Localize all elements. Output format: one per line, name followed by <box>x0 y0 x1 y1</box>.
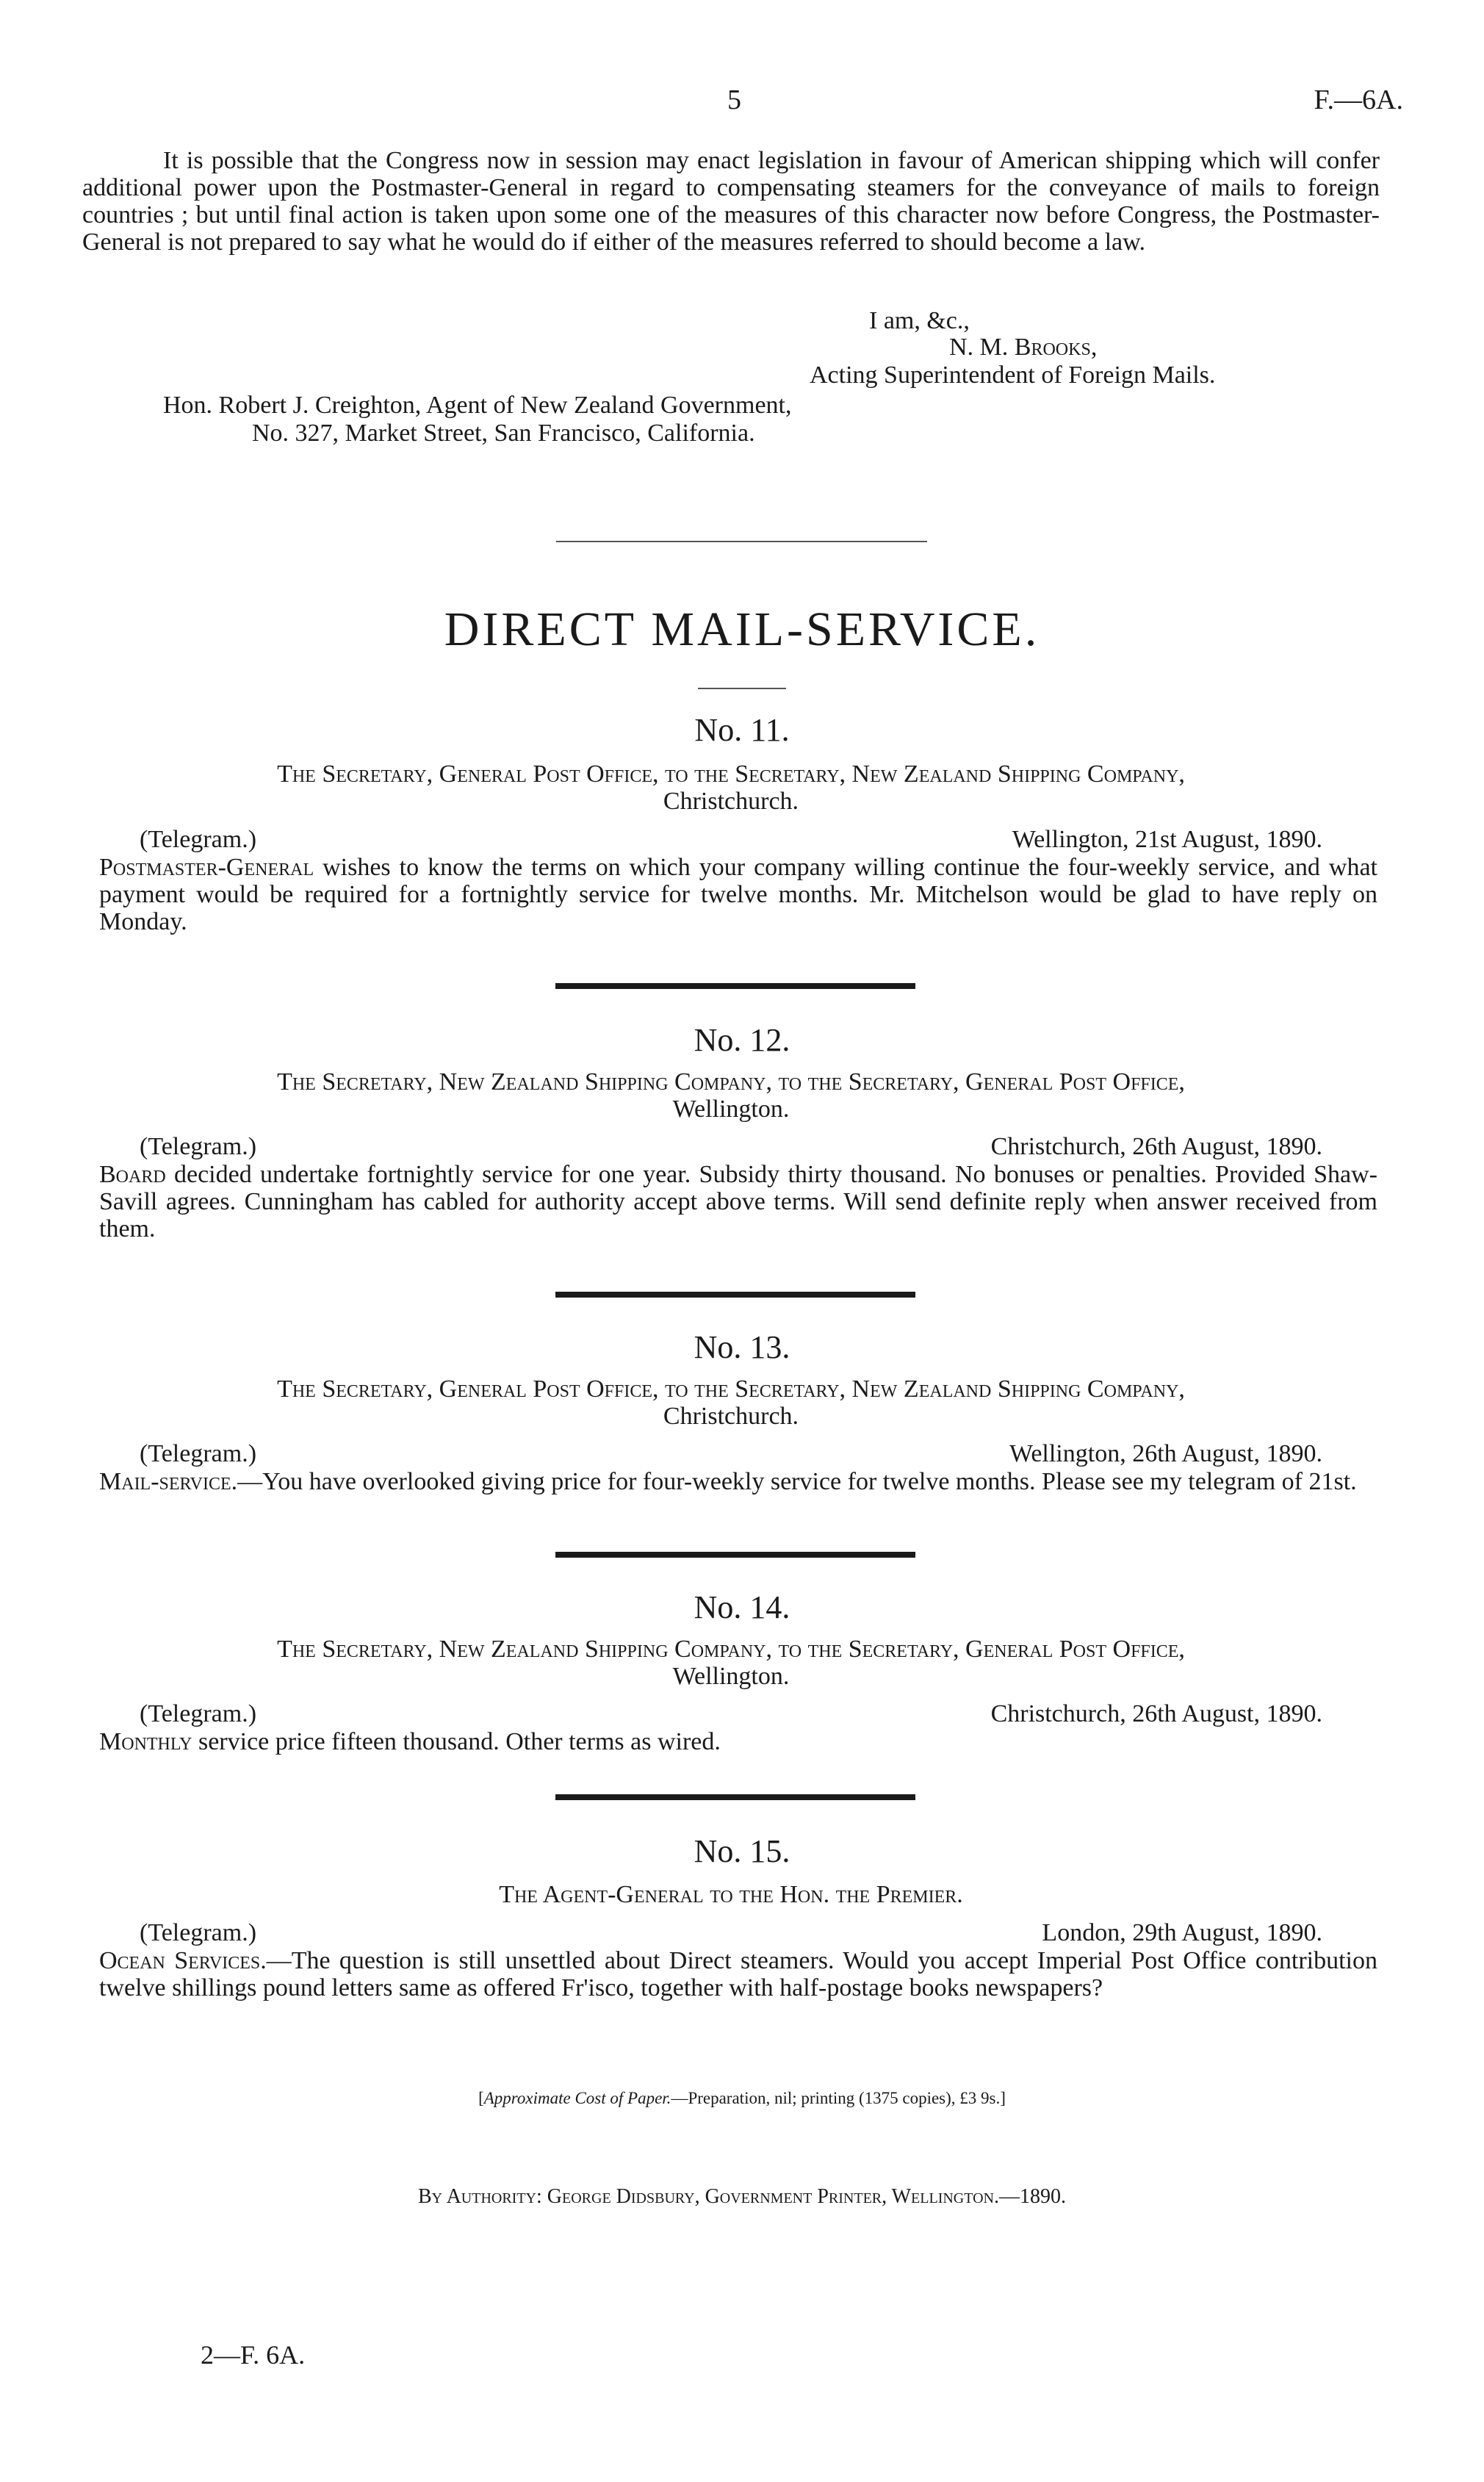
item-lead: Postmaster-General <box>99 854 314 881</box>
item-separator <box>555 1552 915 1558</box>
telegram-label: (Telegram.) <box>140 1700 257 1727</box>
item-body <box>99 854 1377 935</box>
letter-address: No. 327, Market Street, San Francisco, California. <box>252 420 755 447</box>
place-date: Wellington, 26th August, 1890. <box>1009 1440 1322 1467</box>
place-date: London, 29th August, 1890. <box>1042 1919 1322 1946</box>
item-lead: Board <box>99 1161 166 1188</box>
item-separator <box>555 983 915 989</box>
item-heading: The Secretary, New Zealand Shipping Company, to the Secretary, General Post Office, <box>277 1636 1185 1663</box>
item-number: No. 12. <box>694 1022 790 1058</box>
item-text: wishes to know the terms on which your company willing continue the four-weekly service, and what payment would be required for a fortnightly service for twelve months. Mr. Mitchelson would be glad to have reply on Monday. <box>99 854 1377 935</box>
item-text: —The question is still unsettled about Direct steamers. Would you accept Imperial Post Office contribution twelve shillings pound letters same as offered Fr'isco, together with half-postage books newspapers? <box>99 1947 1377 2001</box>
item-number: No. 14. <box>694 1589 790 1625</box>
telegram-label: (Telegram.) <box>140 1440 257 1467</box>
place-date: Christchurch, 26th August, 1890. <box>990 1700 1322 1727</box>
section-title: DIRECT MAIL-SERVICE. <box>444 602 1040 656</box>
telegram-line <box>140 1919 1322 1946</box>
item-separator <box>555 1292 915 1298</box>
telegram-line <box>140 826 1322 853</box>
item-body <box>99 1468 1377 1495</box>
item-body <box>99 1161 1377 1242</box>
item-heading-place: Wellington. <box>672 1663 790 1690</box>
separator-rule <box>556 541 927 542</box>
item-body <box>99 1947 1377 2001</box>
item-heading-place: Christchurch. <box>663 1403 799 1430</box>
letter-closing: I am, &c., <box>869 307 970 334</box>
telegram-label: (Telegram.) <box>140 1919 257 1946</box>
letter-signature: N. M. Brooks, <box>949 334 1098 361</box>
letter-body: It is possible that the Congress now in session may enact legislation in favour of American shipping which will confer additional power upon the Postmaster-General in regard to compensating steamers for the conveyance of mails to foreign countries ; but until final action is taken upon some one of the measures of this character now before Congress, the Postmaster-General is not prepared to say what he would do if either of the measures referred to should become a law. <box>82 147 1380 256</box>
sheet-code: 2—F. 6A. <box>201 2340 306 2370</box>
telegram-label: (Telegram.) <box>140 1133 257 1160</box>
item-heading: The Secretary, New Zealand Shipping Company, to the Secretary, General Post Office, <box>277 1068 1185 1096</box>
item-heading-place: Christchurch. <box>663 788 799 815</box>
item-number: No. 13. <box>694 1329 790 1365</box>
telegram-line <box>140 1700 1322 1727</box>
item-number: No. 15. <box>694 1833 790 1869</box>
item-lead: Mail-service. <box>99 1468 238 1495</box>
item-heading-place: Wellington. <box>672 1096 790 1123</box>
page-number: 5 <box>727 84 741 115</box>
telegram-line <box>140 1440 1322 1467</box>
letter-addressee: Hon. Robert J. Creighton, Agent of New Zealand Government, <box>163 392 792 419</box>
title-underline <box>698 688 786 689</box>
cost-note-text: —Preparation, nil; printing (1375 copies), £3 9s. <box>671 2089 1001 2107</box>
item-number: No. 11. <box>694 712 790 748</box>
place-date: Christchurch, 26th August, 1890. <box>990 1133 1322 1160</box>
item-text: service price fifteen thousand. Other terms as wired. <box>192 1728 721 1755</box>
item-heading: The Agent-General to the Hon. the Premier. <box>499 1881 963 1908</box>
item-lead: Ocean Services. <box>99 1947 267 1974</box>
place-date: Wellington, 21st August, 1890. <box>1012 826 1322 853</box>
cost-note: [Approximate Cost of Paper.—Preparation, nil; printing (1375 copies), £3 9s.] <box>478 2089 1006 2107</box>
item-body <box>99 1728 1377 1755</box>
item-text: decided undertake fortnightly service for one year. Subsidy thirty thousand. No bonuses or penalties. Provided Shaw-Savill agrees. Cunningham has cabled for authority accept above terms. Will send definite reply when answer received from them. <box>99 1161 1377 1242</box>
item-separator <box>555 1794 915 1800</box>
cost-note-label: Approximate Cost of Paper. <box>483 2089 671 2107</box>
letter-signature-title: Acting Superintendent of Foreign Mails. <box>810 361 1216 389</box>
printer-imprint: By Authority: George Didsbury, Government Printer, Wellington.—1890. <box>418 2185 1066 2208</box>
item-heading: The Secretary, General Post Office, to the Secretary, New Zealand Shipping Company, <box>277 1375 1185 1403</box>
item-lead: Monthly <box>99 1728 192 1755</box>
telegram-label: (Telegram.) <box>140 826 257 853</box>
item-heading: The Secretary, General Post Office, to the Secretary, New Zealand Shipping Company, <box>277 760 1185 788</box>
item-text: —You have overlooked giving price for four-weekly service for twelve months. Please see my telegram of 21st. <box>237 1468 1357 1495</box>
telegram-line <box>140 1133 1322 1160</box>
document-code: F.—6A. <box>1314 84 1403 115</box>
